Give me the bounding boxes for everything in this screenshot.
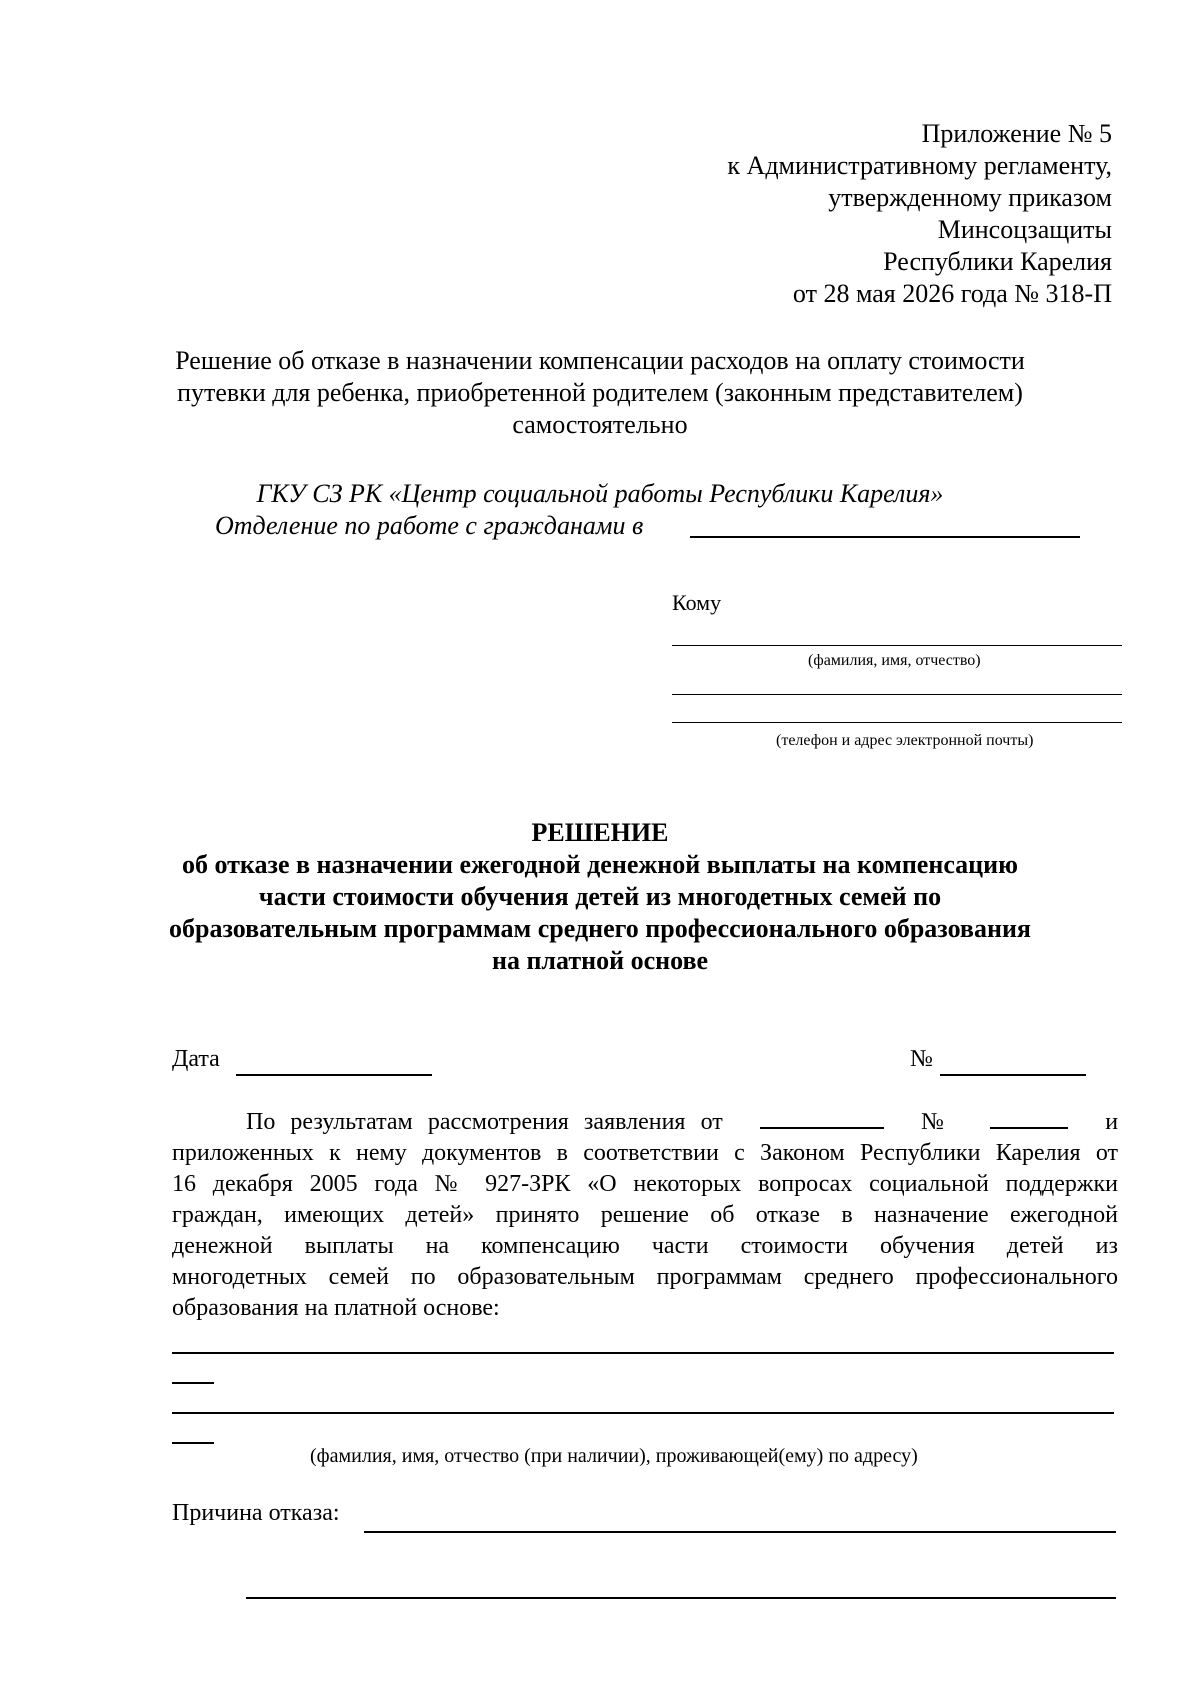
recipient-contact-line-2[interactable] (672, 722, 1122, 723)
person-fill-line-1[interactable] (172, 1352, 1114, 1354)
body-line: денежной выплаты на компенсацию части стоимости обучения детей из (172, 1233, 1118, 1259)
reason-fill-line-1[interactable] (364, 1531, 1116, 1533)
appendix-line: к Административному регламенту, (727, 151, 1112, 180)
appendix-line: утвержденному приказом (828, 183, 1112, 212)
body-line-first-b: № (920, 1109, 953, 1135)
appendix-line: Приложение № 5 (921, 119, 1112, 148)
decision-heading (120, 817, 1080, 977)
document-title-line: самостоятельно (512, 410, 688, 439)
date-fill-line[interactable] (236, 1074, 432, 1076)
person-fill-line-2[interactable] (172, 1412, 1114, 1414)
body-line: приложенных к нему документов в соответствии с Законом Республики Карелия от (172, 1140, 1118, 1166)
body-line: граждан, имеющих детей» принято решение об отказе в назначение ежегодной (172, 1202, 1118, 1228)
body-line-first-c: и (1105, 1109, 1119, 1135)
department-fill-line[interactable] (690, 536, 1080, 538)
department-label: Отделение по работе с гражданами в (215, 511, 644, 540)
appendix-line: Республики Карелия (883, 247, 1112, 276)
body-line: 16 декабря 2005 года № 927-ЗРК «О некоторых вопросах социальной поддержки (172, 1171, 1118, 1197)
appendix-line: от 28 мая 2026 года № 318-П (792, 279, 1112, 308)
recipient-contact-caption: (телефон и адрес электронной почты) (776, 732, 1034, 749)
reason-label: Причина отказа: (172, 1500, 340, 1526)
recipient-fio-caption: (фамилия, имя, отчество) (808, 652, 981, 669)
recipient-to-label: Кому (672, 590, 722, 615)
document-title-line: Решение об отказе в назначении компенсации расходов на оплату стоимости (175, 346, 1025, 375)
appendix-block (727, 118, 1112, 310)
decision-heading-line: части стоимости обучения детей из многодетных семей по (258, 882, 942, 911)
reason-fill-line-2[interactable] (246, 1597, 1116, 1599)
person-caption: (фамилия, имя, отчество (при наличии), проживающей(ему) по адресу) (310, 1445, 918, 1467)
appendix-line: Минсоцзащиты (937, 215, 1112, 244)
body-line: многодетных семей по образовательным программам среднего профессионального (172, 1264, 1118, 1290)
document-title (150, 345, 1050, 441)
application-date-fill[interactable] (760, 1107, 884, 1129)
person-fill-line-1-tail[interactable] (172, 1382, 214, 1384)
document-title-line: путевки для ребенка, приобретенной родителем (законным представителем) (177, 378, 1023, 407)
recipient-fio-line[interactable] (672, 645, 1122, 646)
decision-heading-line: на платной основе (491, 946, 709, 975)
body-line-first (172, 1107, 1118, 1138)
date-label: Дата (172, 1046, 220, 1072)
recipient-contact-line-1[interactable] (672, 694, 1122, 695)
decision-title: РЕШЕНИЕ (531, 818, 669, 847)
person-fill-line-2-tail[interactable] (172, 1442, 214, 1444)
decision-heading-line: об отказе в назначении ежегодной денежной выплаты на компенсацию (181, 850, 1019, 879)
decision-heading-line: образовательным программам среднего профессионального образования (168, 914, 1031, 943)
number-fill-line[interactable] (940, 1074, 1086, 1076)
application-number-fill[interactable] (990, 1107, 1068, 1129)
body-paragraph (172, 1107, 1118, 1324)
organization-name: ГКУ СЗ РК «Центр социальной работы Республики Карелия» (256, 479, 944, 508)
body-line: образования на платной основе: (172, 1295, 500, 1321)
body-line-first-a: По результатам рассмотрения заявления от (246, 1109, 723, 1135)
number-label: № (910, 1046, 933, 1072)
